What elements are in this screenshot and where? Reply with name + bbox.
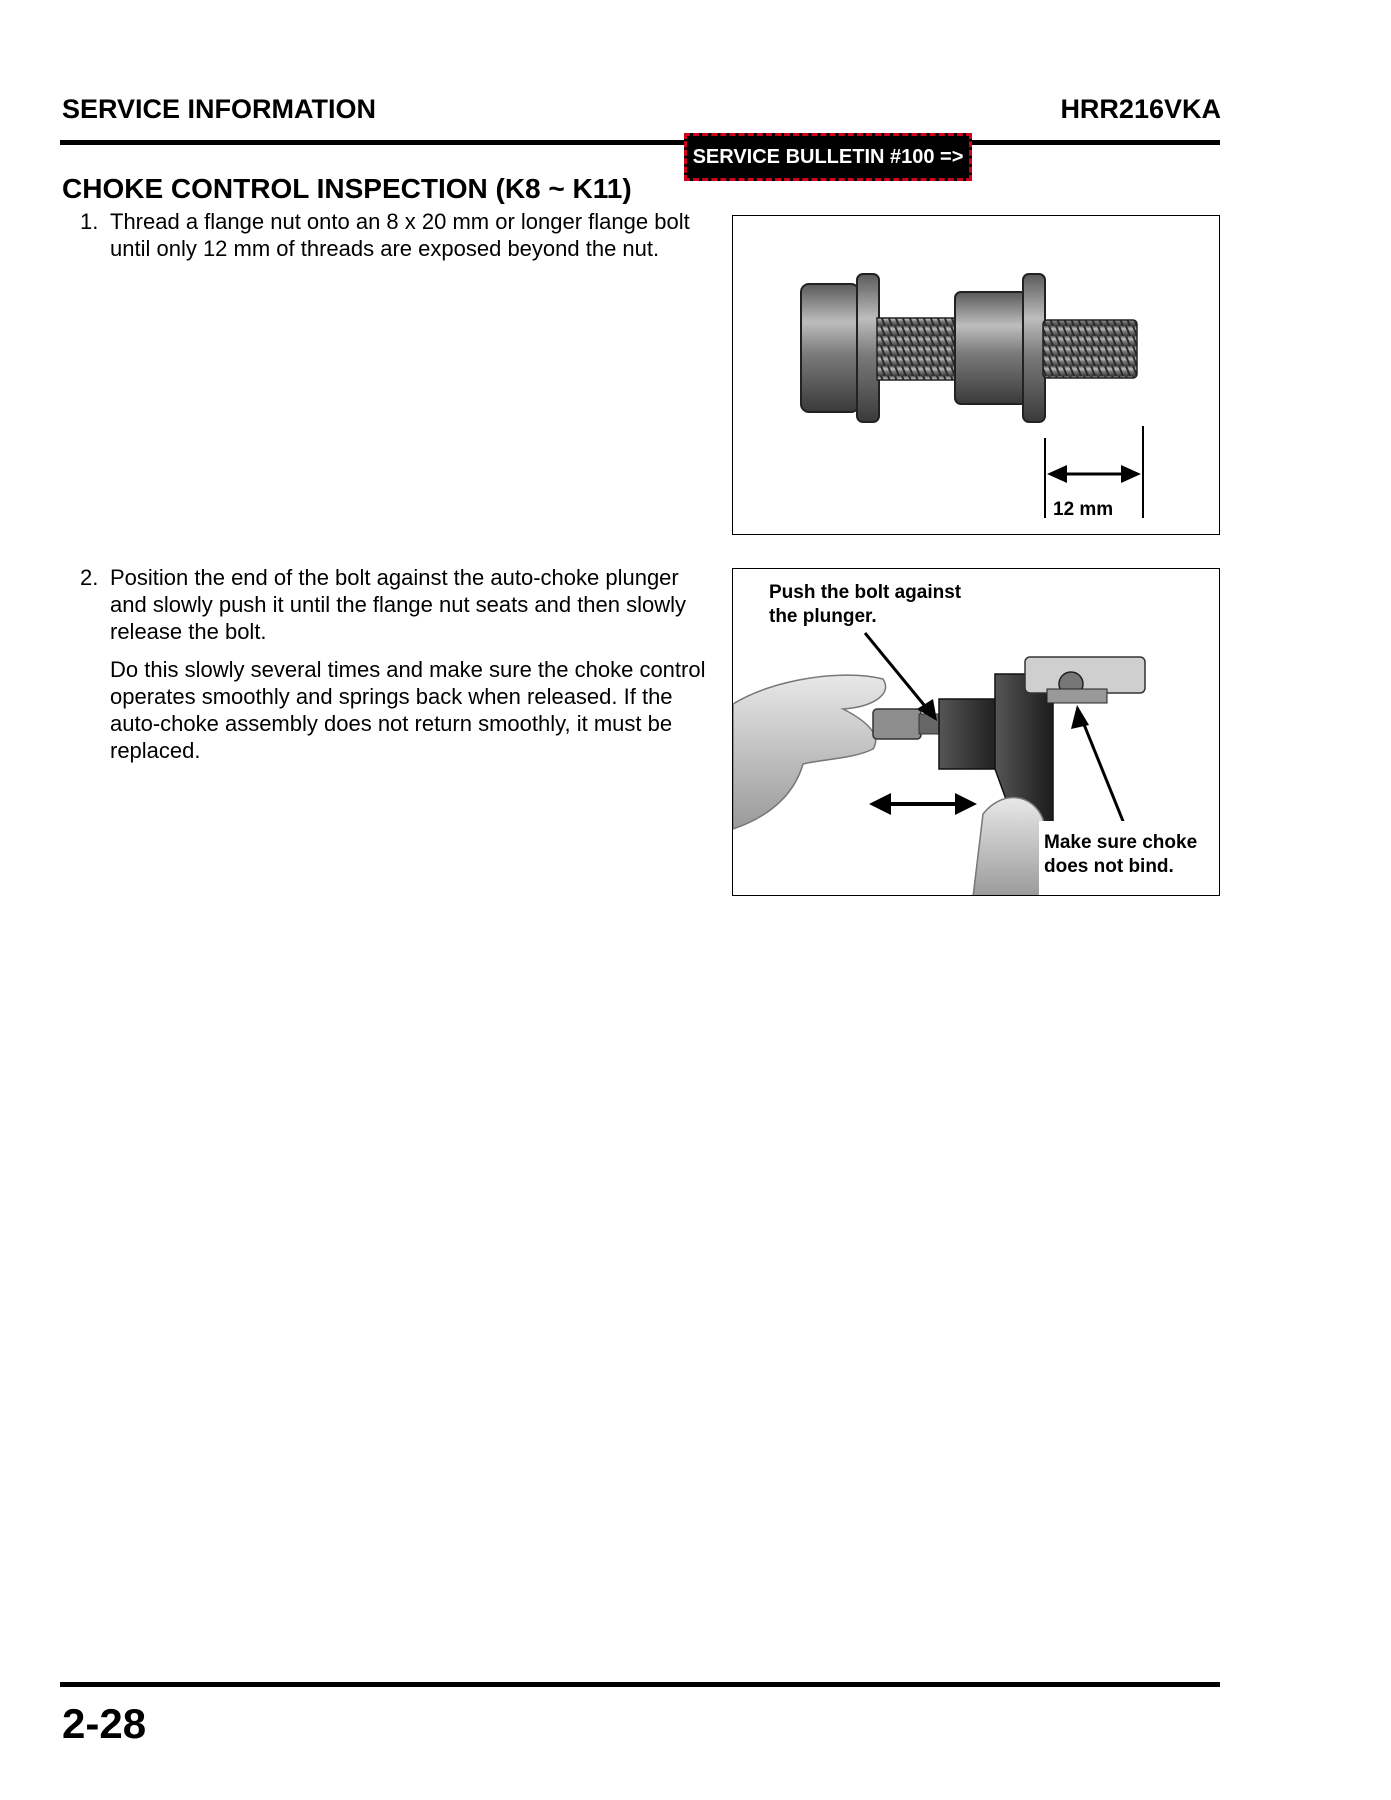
bolt-figure	[732, 215, 1220, 535]
step-1-line: Thread a flange nut onto an 8 x 20 mm or longer flange bolt	[110, 209, 690, 234]
step-2-line: Position the end of the bolt against the auto-choke plunger	[110, 565, 679, 590]
step-1-number: 1.	[80, 209, 99, 234]
no-bind-callout	[1044, 831, 1197, 879]
service-bulletin-link[interactable]: SERVICE BULLETIN #100 =>	[684, 133, 972, 181]
step-2-note-line: replaced.	[110, 738, 201, 763]
dimension-label: 12 mm	[1053, 499, 1114, 520]
step-2-note-line: operates smoothly and springs back when released. If the	[110, 684, 673, 709]
step-1-line: until only 12 mm of threads are exposed beyond the nut.	[110, 236, 660, 261]
step-2-note-line: auto-choke assembly does not return smoothly, it must be	[110, 711, 673, 736]
bolt-illustration	[733, 216, 1220, 535]
section-title: CHOKE CONTROL INSPECTION (K8 ~ K11)	[62, 173, 632, 204]
header-section-title: SERVICE INFORMATION	[62, 94, 377, 124]
header-model-number: HRR216VKA	[1060, 94, 1221, 124]
step-2-line: release the bolt.	[110, 619, 267, 644]
no-bind-callout-line: Make sure choke	[1044, 832, 1198, 853]
step-2-text	[110, 564, 720, 764]
step-2-number: 2.	[80, 565, 99, 590]
no-bind-callout-line: does not bind.	[1044, 856, 1174, 877]
page-number: 2-28	[62, 1700, 147, 1747]
footer-rule	[60, 1682, 1220, 1687]
step-2-note-line: Do this slowly several times and make sure the choke control	[110, 657, 706, 682]
push-bolt-callout-line: the plunger.	[769, 606, 877, 627]
push-bolt-callout-line: Push the bolt against	[769, 582, 962, 603]
step-2-line: and slowly push it until the flange nut seats and then slowly	[110, 592, 687, 617]
step-1-text	[110, 208, 720, 262]
choke-figure	[732, 568, 1220, 896]
header-rule	[60, 140, 1220, 145]
push-bolt-callout	[769, 581, 961, 629]
